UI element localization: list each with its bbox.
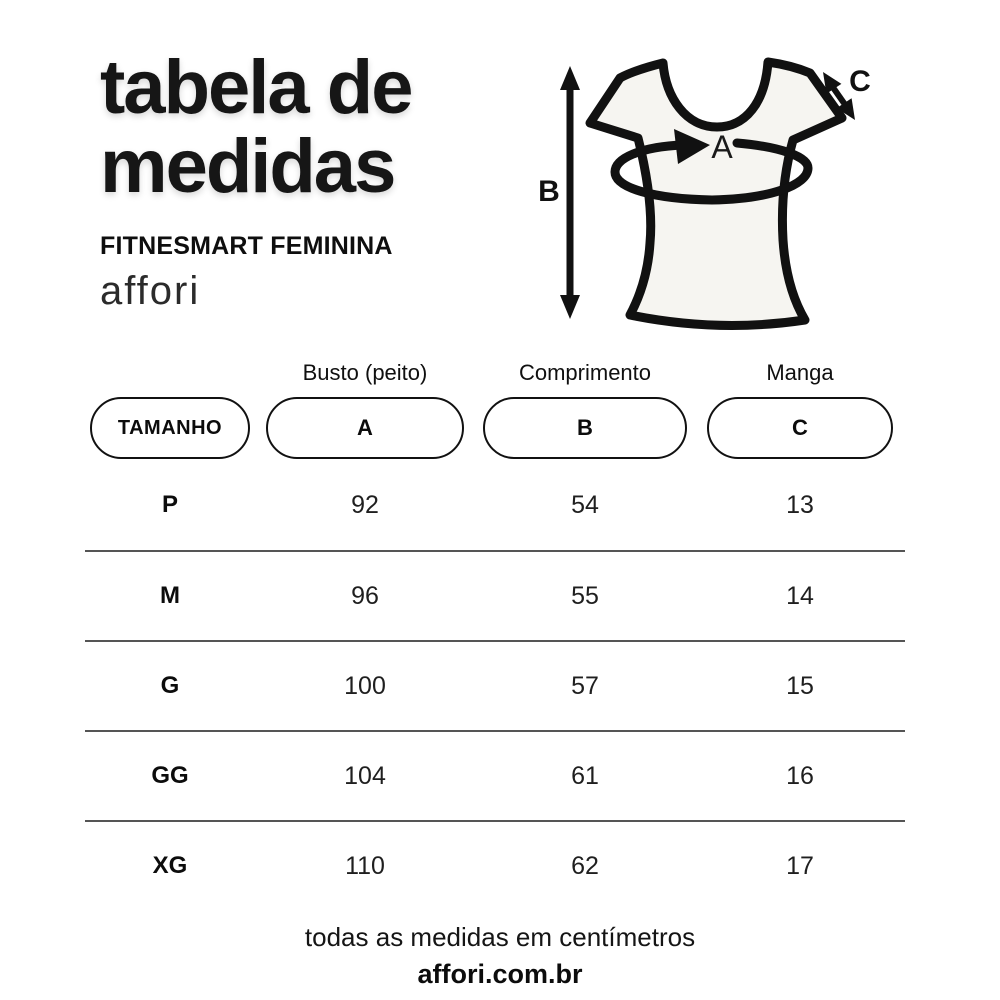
table-row xyxy=(85,730,905,820)
row-sleeve-value: 15 xyxy=(786,671,814,700)
row-sleeve-value: 16 xyxy=(786,761,814,790)
tshirt-measurement-diagram xyxy=(520,30,980,350)
column-header-length: Comprimento xyxy=(518,360,652,385)
column-header-bust: Busto (peito) xyxy=(302,360,428,385)
website-url: affori.com.br xyxy=(417,959,583,989)
row-length-value: 62 xyxy=(571,851,599,880)
row-length-value: 57 xyxy=(571,671,599,700)
pill-header-row xyxy=(85,396,905,460)
row-length-value: 55 xyxy=(571,581,599,610)
size-table xyxy=(85,350,905,910)
row-length-value: 54 xyxy=(571,490,599,519)
tshirt-outline-icon xyxy=(590,62,842,325)
pill-header-size: TAMANHO xyxy=(90,397,250,459)
size-table-rows xyxy=(85,460,905,910)
row-size-label: G xyxy=(160,672,180,699)
header xyxy=(100,45,530,314)
page-title xyxy=(100,45,530,209)
row-sleeve-value: 13 xyxy=(786,490,814,519)
page-title-line2: medidas xyxy=(100,124,395,209)
footer xyxy=(0,922,1000,990)
unit-note: todas as medidas em centímetros xyxy=(304,922,696,952)
column-header-sleeve: Manga xyxy=(766,360,834,385)
row-size-label: P xyxy=(161,491,178,518)
brand-logo: affori xyxy=(100,269,201,313)
row-bust-value: 104 xyxy=(344,761,386,790)
row-sleeve-value: 17 xyxy=(786,851,814,880)
row-size-label: XG xyxy=(152,852,188,879)
row-length-value: 61 xyxy=(571,761,599,790)
length-label: B xyxy=(538,175,560,208)
pill-header-bust: A xyxy=(266,397,464,459)
row-bust-value: 92 xyxy=(351,490,379,519)
pill-header-sleeve: C xyxy=(707,397,893,459)
row-size-label: M xyxy=(160,582,180,609)
length-arrow xyxy=(560,66,580,319)
row-bust-value: 110 xyxy=(345,851,385,880)
column-header-row xyxy=(85,350,905,396)
row-bust-value: 96 xyxy=(351,581,379,610)
table-row xyxy=(85,640,905,730)
row-bust-value: 100 xyxy=(344,671,386,700)
bust-label: A xyxy=(711,129,733,165)
product-subtitle: FITNESMART FEMININA xyxy=(100,232,393,260)
row-sleeve-value: 14 xyxy=(786,581,814,610)
sleeve-label: C xyxy=(849,65,871,98)
pill-header-length: B xyxy=(483,397,687,459)
column-header-spacer xyxy=(85,386,255,396)
page-title-line1: tabela de xyxy=(100,45,412,130)
table-row xyxy=(85,550,905,640)
table-row xyxy=(85,820,905,910)
row-size-label: GG xyxy=(151,762,189,789)
table-row xyxy=(85,460,905,550)
